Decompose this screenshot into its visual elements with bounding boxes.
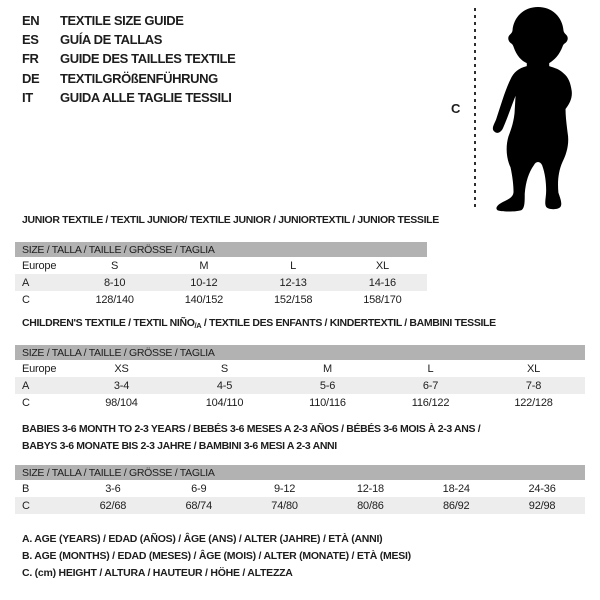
language-row-de (22, 69, 235, 88)
language-code: FR (22, 51, 39, 67)
row-label: Europe (22, 362, 57, 375)
height-cell: 62/68 (70, 497, 156, 514)
age-cell: 14-16 (338, 274, 427, 291)
age-cell: 12-18 (356, 482, 384, 495)
legend-footnotes (22, 531, 411, 583)
size-cell: XL (375, 259, 389, 272)
age-cell: 7-8 (482, 377, 585, 394)
height-cell: 104/110 (205, 396, 244, 409)
language-row-es (22, 30, 235, 49)
height-cell: 152/158 (273, 293, 313, 306)
language-row-fr (22, 49, 235, 68)
age-cell: 10-12 (159, 274, 248, 291)
size-header: SIZE / TALLA / TAILLE / GRÖSSE / TAGLIA (15, 465, 585, 480)
table-row (15, 274, 427, 291)
childrens-section-title (22, 317, 496, 330)
language-code: IT (22, 89, 33, 105)
height-cell: 98/104 (105, 396, 138, 409)
baby-silhouette-icon (487, 6, 589, 212)
language-title: GUIDE DES TAILLES TEXTILE (60, 51, 236, 67)
language-code: ES (22, 32, 39, 48)
title-line-1: BABIES 3-6 MONTH TO 2-3 YEARS / BEBÉS 3-6 MESES A 2-3 AÑOS / BÉBÉS 3-6 MOIS À 2-3 ANS / (22, 423, 481, 435)
height-cell: 122/128 (514, 396, 553, 409)
size-cell: L (290, 259, 297, 272)
table-row (15, 497, 585, 514)
age-cell: 8-10 (70, 274, 159, 291)
height-cell: 158/170 (363, 293, 402, 306)
age-cell: 9-12 (273, 482, 296, 495)
size-cell: S (220, 362, 229, 375)
title-text: CHILDREN'S TEXTILE / TEXTIL NIÑO (22, 317, 195, 329)
junior-size-table (15, 242, 427, 308)
height-cell: 86/92 (413, 497, 499, 514)
table-row (15, 394, 585, 411)
size-cell: L (427, 362, 434, 375)
table-row (15, 257, 427, 274)
language-row-it (22, 88, 235, 107)
table-row (15, 291, 427, 308)
language-code: DE (22, 70, 40, 86)
footnote-c: C. (cm) HEIGHT / ALTURA / HAUTEUR / HÖHE / ALTEZZA (22, 567, 293, 580)
row-label: A (15, 274, 70, 291)
height-cell: 92/98 (499, 497, 585, 514)
row-label: B (22, 482, 30, 495)
size-cell: XS (114, 362, 129, 375)
height-measure-label: C (451, 101, 461, 116)
size-cell: M (199, 259, 209, 272)
age-cell: 3-4 (70, 377, 173, 394)
height-cell: 80/86 (327, 497, 413, 514)
row-label: A (15, 377, 70, 394)
language-row-en (22, 11, 235, 30)
height-cell: 140/152 (184, 293, 224, 306)
age-cell: 24-36 (528, 482, 556, 495)
language-title: GUIDA ALLE TAGLIE TESSILI (60, 89, 232, 105)
language-title: TEXTILGRÖßENFÜHRUNG (60, 70, 218, 86)
language-legend (22, 11, 235, 107)
table-row (15, 377, 585, 394)
title-subscript: /A (194, 321, 202, 330)
footnote-a: A. AGE (YEARS) / EDAD (AÑOS) / ÂGE (ANS) / ALTER (JAHRE) / ETÀ (ANNI) (22, 533, 383, 545)
babies-size-table (15, 465, 585, 514)
language-title: GUÍA DE TALLAS (60, 32, 163, 48)
table-row (15, 480, 585, 497)
size-header: SIZE / TALLA / TAILLE / GRÖSSE / TAGLIA (15, 345, 585, 360)
row-label: C (22, 293, 30, 306)
height-cell: 110/116 (309, 396, 346, 409)
row-label: C (22, 396, 30, 409)
row-label: C (15, 497, 70, 514)
language-title: TEXTILE SIZE GUIDE (60, 13, 184, 29)
childrens-size-table (15, 345, 585, 411)
age-cell: 6-7 (379, 377, 482, 394)
table-row (15, 360, 585, 377)
age-cell: 4-5 (173, 377, 276, 394)
size-cell: XL (526, 362, 541, 375)
size-header: SIZE / TALLA / TAILLE / GRÖSSE / TAGLIA (15, 242, 427, 257)
title-text: / TEXTILE DES ENFANTS / KINDERTEXTIL / BAMBINI TESSILE (201, 317, 496, 329)
height-measure-dashed-line (474, 8, 476, 207)
height-cell: 68/74 (156, 497, 242, 514)
babies-section-title (22, 421, 480, 454)
height-cell: 74/80 (242, 497, 328, 514)
height-cell: 128/140 (95, 293, 134, 306)
height-cell: 116/122 (411, 396, 450, 409)
age-cell: 5-6 (276, 377, 379, 394)
language-code: EN (22, 13, 40, 29)
footnote-b: B. AGE (MONTHS) / EDAD (MESES) / ÂGE (MOIS) / ALTER (MONATE) / ETÀ (MESI) (22, 550, 411, 563)
age-cell: 12-13 (249, 274, 338, 291)
age-cell: 18-24 (442, 482, 470, 495)
age-cell: 3-6 (105, 482, 121, 495)
row-label: Europe (22, 259, 57, 272)
junior-section-title: JUNIOR TEXTILE / TEXTIL JUNIOR/ TEXTILE JUNIOR / JUNIORTEXTIL / JUNIOR TESSILE (22, 214, 439, 226)
title-line-2: BABYS 3-6 MONATE BIS 2-3 JAHRE / BAMBINI 3-6 MESI A 2-3 ANNI (22, 439, 337, 452)
size-cell: S (111, 259, 119, 272)
size-cell: M (323, 362, 332, 375)
age-cell: 6-9 (191, 482, 207, 495)
